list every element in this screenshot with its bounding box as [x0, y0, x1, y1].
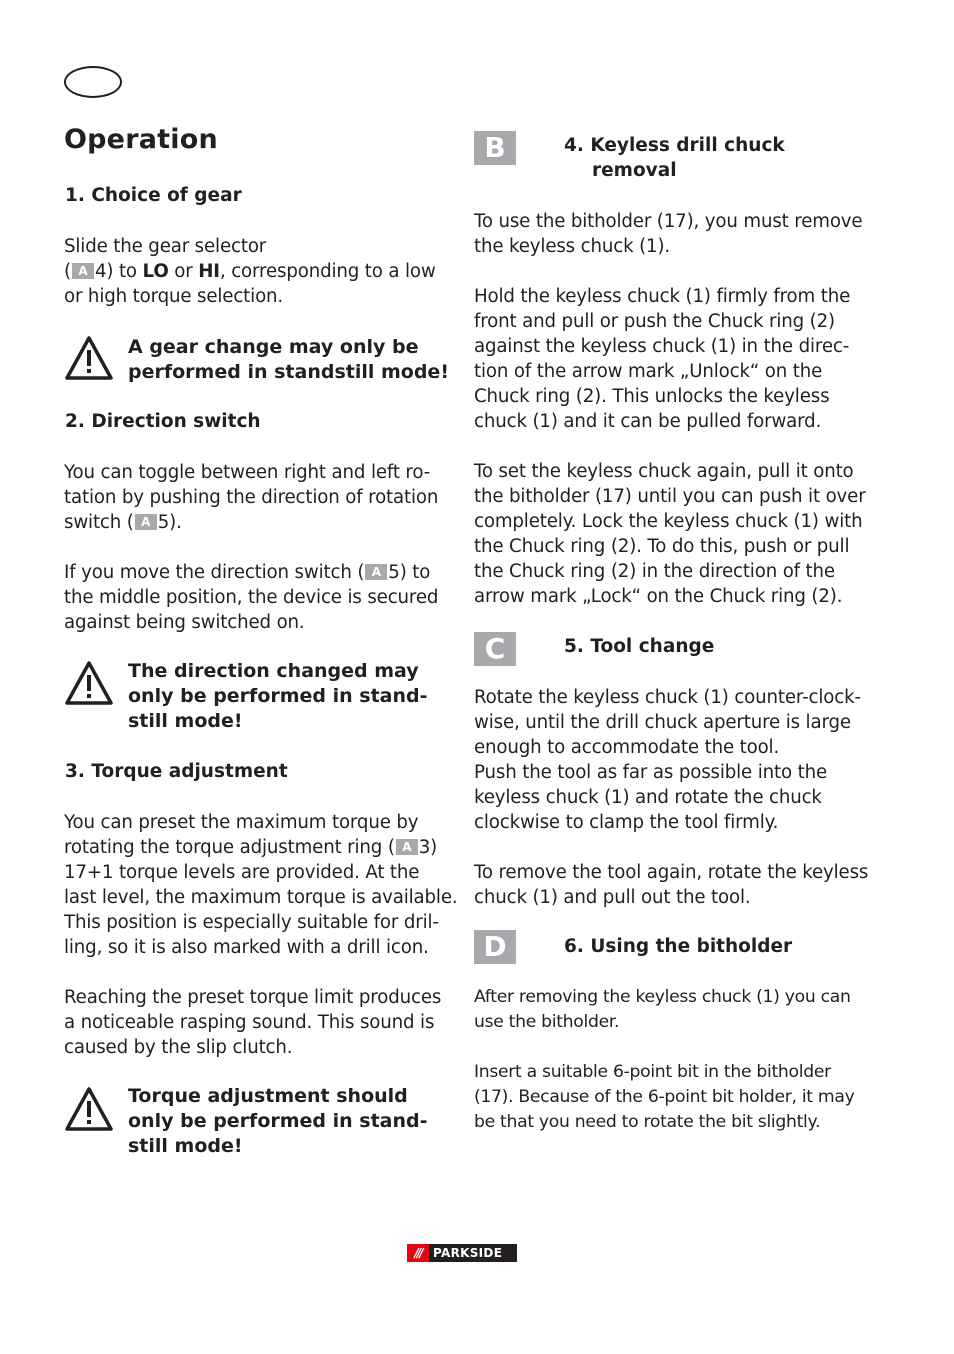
warning-text: still mode!	[128, 1135, 243, 1157]
parkside-logo	[407, 1244, 517, 1262]
paragraph-line: the middle position, the device is secured	[64, 587, 439, 608]
paragraph-line: chuck (1) and pull out the tool.	[474, 887, 751, 908]
paragraph-line: caused by the slip clutch.	[64, 1037, 293, 1058]
hi-label: HI	[198, 261, 220, 282]
paragraph-line: ling, so it is also marked with a drill icon.	[64, 937, 429, 958]
paragraph-line: be that you need to rotate the bit slightly.	[474, 1112, 821, 1132]
paragraph-line: the keyless chuck (1).	[474, 236, 671, 257]
paragraph-line: the Chuck ring (2). To do this, push or pull	[474, 536, 850, 557]
warning-text: only be performed in stand-	[128, 685, 428, 707]
paragraph-line: rotating the torque adjustment ring ( A 3)	[64, 837, 438, 858]
paragraph-line: clockwise to clamp the tool firmly.	[474, 812, 779, 833]
paragraph-line: Reaching the preset torque limit produces	[64, 987, 442, 1008]
paragraph-line: use the bitholder.	[474, 1012, 620, 1032]
warning-text: The direction changed may	[128, 660, 419, 682]
warning-triangle-icon	[64, 1086, 114, 1132]
paragraph-line: wise, until the drill chuck aperture is large	[474, 712, 851, 733]
warning-text: still mode!	[128, 710, 243, 732]
paragraph-line: chuck (1) and it can be pulled forward.	[474, 411, 822, 432]
heading-tool-change: 5. Tool change	[564, 636, 715, 657]
paragraph-line: 17+1 torque levels are provided. At the	[64, 862, 420, 883]
logo-text: PARKSIDE	[433, 1246, 503, 1260]
paragraph-line: Push the tool as far as possible into the	[474, 762, 827, 783]
paragraph-line: against the keyless chuck (1) in the direc-	[474, 336, 850, 357]
paragraph-line: front and pull or push the Chuck ring (2)	[474, 311, 835, 332]
heading-using-bitholder: 6. Using the bitholder	[564, 936, 793, 957]
warning-text: A gear change may only be	[128, 336, 419, 358]
figure-ref-a-icon: A	[72, 263, 94, 279]
warning-text: Torque adjustment should	[128, 1085, 408, 1107]
figure-ref-a-icon: A	[135, 514, 157, 530]
paragraph-line: last level, the maximum torque is available.	[64, 887, 458, 908]
warning-text: performed in standstill mode!	[128, 361, 449, 383]
paragraph-line: Rotate the keyless chuck (1) counter-clock-	[474, 687, 861, 708]
paragraph-line: tion of the arrow mark „Unlock“ on the	[474, 361, 823, 382]
language-oval	[64, 66, 122, 98]
warning-triangle-icon	[64, 660, 114, 706]
paragraph-line: Chuck ring (2). This unlocks the keyless	[474, 386, 830, 407]
heading-direction-switch: 2. Direction switch	[65, 411, 261, 432]
paragraph-line: completely. Lock the keyless chuck (1) with	[474, 511, 863, 532]
warning-text: only be performed in stand-	[128, 1110, 428, 1132]
paragraph-line: To set the keyless chuck again, pull it onto	[474, 461, 854, 482]
paragraph-line: If you move the direction switch ( A 5) to	[64, 562, 431, 583]
paragraph-line: (17). Because of the 6-point bit holder, it may	[474, 1087, 855, 1107]
paragraph-line: ( A 4) to LO or HI, corresponding to a low	[64, 261, 436, 282]
warning-triangle-icon	[64, 335, 114, 381]
paragraph-line: After removing the keyless chuck (1) you can	[474, 987, 851, 1007]
paragraph-line: or high torque selection.	[64, 286, 284, 307]
paragraph-line: a noticeable rasping sound. This sound is	[64, 1012, 435, 1033]
paragraph-line: This position is especially suitable for dril-	[64, 912, 439, 933]
lo-label: LO	[142, 261, 169, 282]
figure-badge-d: D	[474, 930, 516, 964]
paragraph-line: enough to accommodate the tool.	[474, 737, 780, 758]
figure-badge-b: B	[474, 131, 516, 165]
figure-badge-c: C	[474, 632, 516, 666]
heading-choice-of-gear: 1. Choice of gear	[65, 185, 242, 206]
heading-torque-adjustment: 3. Torque adjustment	[65, 761, 288, 782]
figure-ref-a-icon: A	[365, 564, 387, 580]
figure-ref-a-icon: A	[396, 839, 418, 855]
paragraph-line: To remove the tool again, rotate the keyless	[474, 862, 869, 883]
paragraph-line: the bitholder (17) until you can push it over	[474, 486, 866, 507]
paragraph-line: You can toggle between right and left ro-	[64, 462, 431, 483]
paragraph-line: the Chuck ring (2) in the direction of the	[474, 561, 835, 582]
paragraph-line: Insert a suitable 6-point bit in the bitholder	[474, 1062, 831, 1082]
paragraph-line: Slide the gear selector	[64, 236, 267, 257]
page-title: Operation	[64, 124, 218, 155]
paragraph-line: switch ( A 5).	[64, 512, 182, 533]
paragraph-line: arrow mark „Lock“ on the Chuck ring (2).	[474, 586, 843, 607]
heading-keyless-chuck-removal: 4. Keyless drill chuck	[564, 135, 785, 156]
logo-stripes-icon: ///	[407, 1244, 429, 1262]
paragraph-line: tation by pushing the direction of rotation	[64, 487, 439, 508]
paragraph-line: To use the bitholder (17), you must remove	[474, 211, 863, 232]
paragraph-line: You can preset the maximum torque by	[64, 812, 419, 833]
paragraph-line: against being switched on.	[64, 612, 305, 633]
paragraph-line: keyless chuck (1) and rotate the chuck	[474, 787, 822, 808]
heading-keyless-chuck-removal-cont: removal	[592, 160, 677, 181]
paragraph-line: Hold the keyless chuck (1) firmly from the	[474, 286, 851, 307]
